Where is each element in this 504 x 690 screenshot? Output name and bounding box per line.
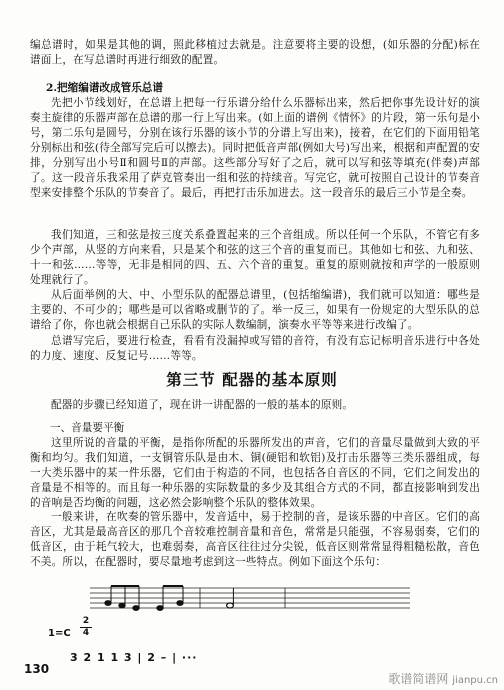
time-signature <box>80 616 92 639</box>
page-number: 130 <box>24 662 50 676</box>
paragraph-triads: 我们知道，三和弦是按三度关系叠置起来的三个音组成。所以任何一个乐队，不管它有多少个声部，从竖的方向来看，只是某个和弦的这三个音的重复而已。其他如七和弦、九和弦、十一和弦……等等，无非是相同的四、五、六个音的重复。重复的原则就按和声学的一般原则处理就行了。 <box>30 229 480 286</box>
watermark-url: jianpu.cn <box>452 675 498 686</box>
site-watermark <box>388 670 498 687</box>
paragraph-registers: 一般来讲，在吹奏的管乐器中，发音适中，易于控制的音，是该乐器的中音区。它们的高音区，尤其是最高音区的那几个音较难控制音量和音色，常常是只能强，不容易弱奏，它们的低音区，由于耗气较大，也难弱奏，高音区往往过分尖锐，低音区则常常显得粗糙松散，音色不美。所以，在配器时，要尽量地考虑到这一些特点。例如下面这个乐句： <box>30 511 480 568</box>
meter-bottom: 4 <box>80 627 92 639</box>
section-heading: 第三节 配器的基本原则 <box>166 371 338 389</box>
paragraph-band-examples: 从后面举例的大、中、小型乐队的配器总谱里，(包括缩编谱)，我们就可以知道：哪些是主要的、不可少的；哪些是可以省略或删节的了。举一反三，如果有一份规定的大型乐队的总谱给了你，你也就会根据自己乐队的实际人数编制，演奏水平等等来进行改编了。 <box>30 289 480 331</box>
meter-top: 2 <box>82 616 90 626</box>
paragraph-volume-balance: 这里所说的音量的平衡，是指你所配的乐器所发出的声音，它们的音量尽量做到大致的平衡和均匀。我们知道，一支铜管乐队是由木、铜(硬铝和软铝)及打击乐器等三类乐器组成，每一大类乐器中的某一件乐器，它们由于构造的不同，也包括各自音区的不同，它们之间发出的音量是不相等的。而且每一种乐器的实际数量的多少及其组合方式的不同，都直接影响到发出的音响是否均衡的问题，这必然会影响整个乐队的整体效果。 <box>30 437 480 509</box>
subheading-score-conversion: 2.把缩编谱改成管乐总谱 <box>46 82 163 94</box>
paragraph-score-steps: 先把小节线划好，在总谱上把每一行乐谱分给什么乐器标出来，然后把你事先设计好的演奏主旋律的乐器声部在总谱的那一行上写出来。(如上面的谱例《情怀》的片段，第一乐句是小号，第二乐句是圆号，分别在该行乐器的该小节的分谱上写出来)，接着，在它们的下面用铅笔分别标出和弦(待全部写完后可以擦去)。同时把低音声部(例如大号)写出来，根据和声配置的安排，分别写出小号Ⅱ和圆号Ⅱ的声部。这些部分写好了之后，就可以写和弦等填充(伴奏)声部了。这一段音乐我采用了萨克管奏出一组和弦的持续音。写完它，就可按照自己设计的节奏音型来安排整个乐队的节奏音了。最后，再把打击乐加进去。这一段音乐的最后三小节是全奏。 <box>30 97 480 199</box>
key-signature: 1=C <box>48 628 71 639</box>
paragraph-continuation: 编总谱时，如果是其他的调，照此移植过去就是。注意要将主要的设想，(如乐器的分配)标在谱面上，在写总谱时再进行细致的配置。 <box>30 39 480 66</box>
jianpu-line: 3 2 1 1 3 | 2 – | ··· <box>70 651 198 664</box>
music-staff-example <box>30 582 490 652</box>
paragraph-section-intro: 配器的步骤已经知道了，现在讲一讲配器的一般的基本的原则。 <box>51 399 354 411</box>
watermark-text: 歌谱简谱网 <box>388 672 449 686</box>
paragraph-score-check: 总谱写完后，要进行检查，看看有没漏掉或写错的音符，有没有忘记标明音乐进行中各处的力度、速度、反复记号……等等。 <box>30 335 480 362</box>
subheading-volume-balance: 一、音量要平衡 <box>50 422 125 434</box>
